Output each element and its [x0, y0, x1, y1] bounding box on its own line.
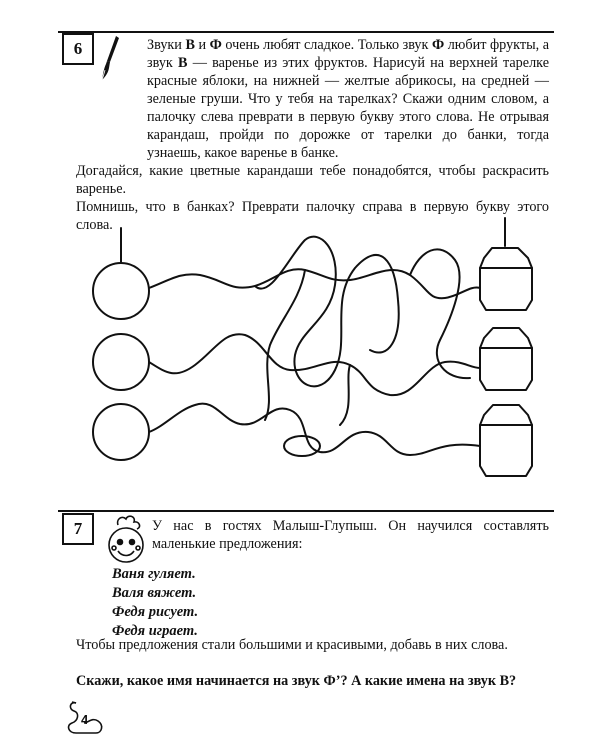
sentence-3: Федя рисует. — [112, 604, 199, 620]
task6-paragraph-1: Звуки В и Ф очень любят сладкое. Только звук Ф любит фрукты, а звук В — варенье из этих фруктов. Нарисуй на верхней тарелке красные яблоки, на нижней — желтые абрикосы, на средней — зеленые груши. Что у тебя на тарелках? Скажи одним словом, а палочку слева преврати в первую букву этого слова. Не отрывая карандаш, пройди по дорожке от тарелки до банки, тогда узнаешь, какое варенье в банке. — [147, 37, 550, 161]
sentence-1: Ваня гуляет. — [112, 566, 196, 582]
jar-top — [480, 248, 532, 310]
task7-instruction: Чтобы предложения стали большими и красивыми, добавь в них слова. — [76, 637, 508, 653]
maze-path-1 — [149, 269, 480, 298]
task6-paragraph-2: Догадайся, какие цветные карандаши тебе понадобятся, чтобы раскрасить варенье. — [76, 163, 549, 197]
plate-middle — [93, 334, 149, 390]
task6-number: 6 — [62, 33, 94, 65]
jar-bottom — [480, 405, 532, 476]
task6-paragraph-3: Помнишь, что в банках? Преврати палочку справа в первую букву этого слова. — [76, 199, 549, 233]
maze-path-3 — [149, 404, 480, 455]
plate-bottom — [93, 404, 149, 460]
task7-question: Скажи, какое имя начинается на звук Ф’? А какие имена на звук В? — [76, 673, 517, 689]
task7-intro: У нас в гостях Малыш-Глупыш. Он научился составлять маленькие предложения: — [152, 518, 549, 552]
page-number: 4 — [81, 712, 89, 727]
task7-number: 7 — [62, 513, 94, 545]
task7-top-rule — [58, 510, 554, 512]
plate-top — [93, 263, 149, 319]
sentence-4: Федя играет. — [112, 623, 198, 639]
malysh-glupysh-face-icon — [100, 513, 152, 565]
jar-middle — [480, 328, 532, 390]
sentence-2: Валя вяжет. — [112, 585, 197, 601]
